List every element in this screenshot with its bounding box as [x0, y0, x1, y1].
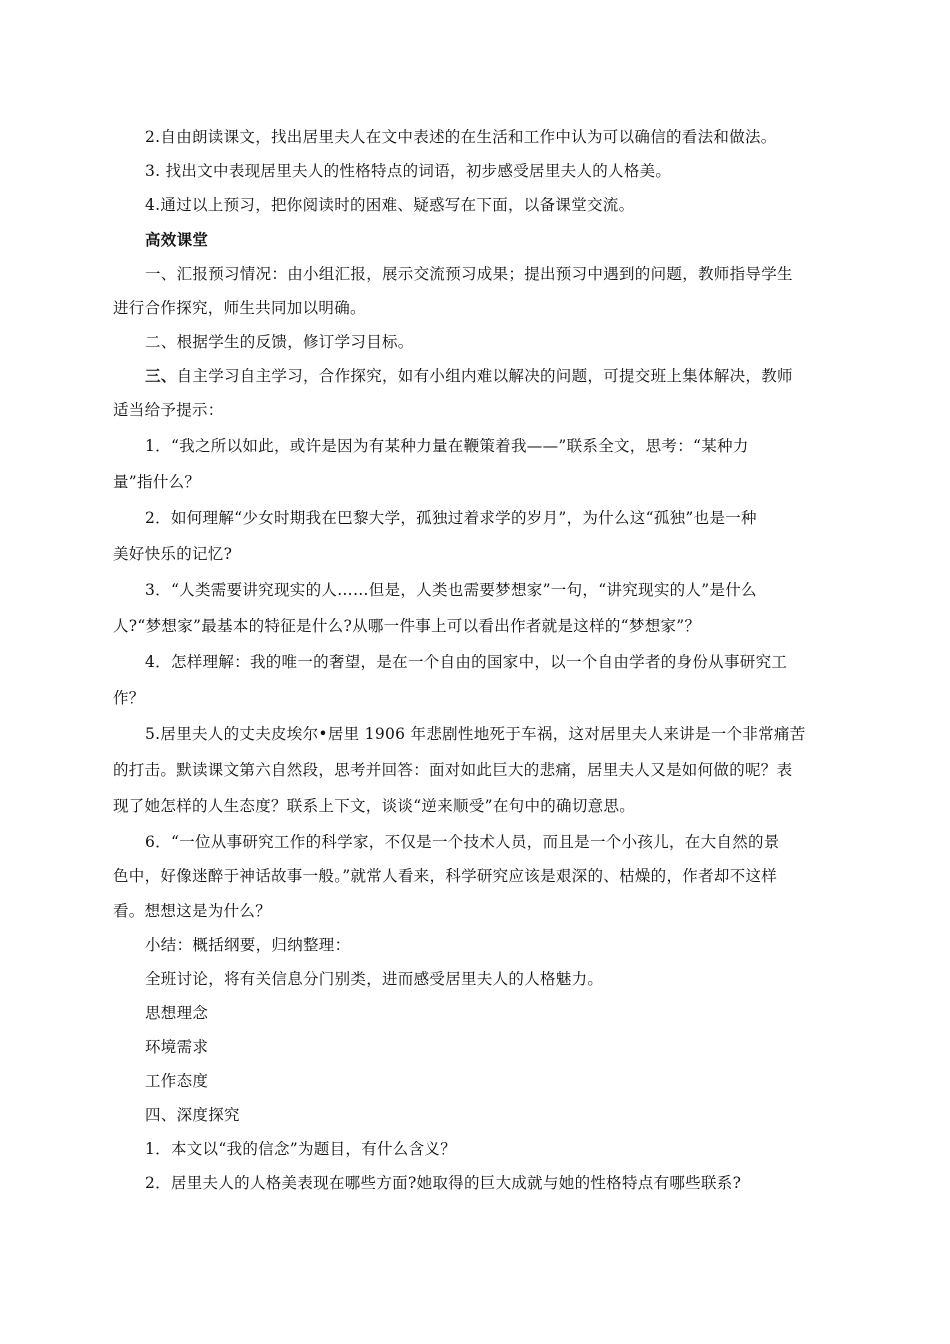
question-2-line-2: 美好快乐的记忆?	[113, 545, 233, 563]
summary: 小结：概括纲要，归纳整理：	[145, 936, 351, 954]
step2: 二、根据学生的反馈，修订学习目标。	[145, 333, 414, 351]
step3-label: 三、	[145, 366, 177, 385]
step3-line-1	[145, 366, 793, 386]
deep-question-2: 2．居里夫人的人格美表现在哪些方面?她取得的巨大成就与她的性格特点有哪些联系?	[145, 1174, 742, 1192]
preview-item-2: 2.自由朗读课文，找出居里夫人在文中表述的在生活和工作中认为可以确信的看法和做法。	[145, 128, 777, 146]
section-title: 高效课堂	[145, 230, 209, 249]
step1-line-1: 一、汇报预习情况：由小组汇报，展示交流预习成果；提出预习中遇到的问题，教师指导学生	[145, 265, 793, 283]
category-item: 思想理念	[145, 1004, 209, 1022]
question-2-line-1: 2．如何理解“少女时期我在巴黎大学，孤独过着求学的岁月”，为什么这“孤独”也是一种	[145, 509, 757, 527]
step1-line-2: 进行合作探究，师生共同加以明确。	[113, 299, 366, 317]
category-item: 环境需求	[145, 1038, 209, 1056]
question-1-line-1: 1．“我之所以如此，或许是因为有某种力量在鞭策着我——”联系全文，思考：“某种力	[145, 437, 749, 455]
question-6-line-2: 色中，好像迷醉于神话故事一般。”就常人看来，科学研究应该是艰深的、枯燥的，作者却不这样	[113, 867, 778, 885]
step3-line-2: 适当给予提示：	[113, 401, 224, 419]
preview-item-4: 4.通过以上预习，把你阅读时的困难、疑惑写在下面，以备课堂交流。	[145, 196, 635, 214]
question-5-line-1: 5.居里夫人的丈夫皮埃尔•居里 1906 年悲剧性地死于车祸，这对居里夫人来讲是一个非常痛苦	[145, 725, 806, 743]
question-5-line-2: 的打击。默读课文第六自然段，思考并回答：面对如此巨大的悲痛，居里夫人又是如何做的呢？表	[113, 761, 793, 779]
category-item: 工作态度	[145, 1072, 209, 1090]
discussion: 全班讨论，将有关信息分门别类，进而感受居里夫人的人格魅力。	[145, 970, 604, 988]
question-5-line-3: 现了她怎样的人生态度？联系上下文，谈谈“逆来顺受”在句中的确切意思。	[113, 797, 636, 815]
question-3-line-2: 人?“梦想家”最基本的特征是什么?从哪一件事上可以看出作者就是这样的“梦想家”？	[113, 617, 701, 635]
question-1-line-2: 量”指什么？	[113, 473, 201, 491]
question-3-line-1: 3．“人类需要讲究现实的人……但是，人类也需要梦想家”一句，“讲究现实的人”是什么	[145, 581, 757, 599]
preview-item-3: 3. 找出文中表现居里夫人的性格特点的词语，初步感受居里夫人的人格美。	[145, 162, 672, 180]
step3-text: 自主学习自主学习，合作探究，如有小组内难以解决的问题，可提交班上集体解决，教师	[176, 367, 793, 385]
question-4-line-1: 4．怎样理解：我的唯一的奢望，是在一个自由的国家中，以一个自由学者的身份从事研究工	[145, 653, 788, 671]
question-4-line-2: 作？	[113, 689, 145, 707]
deep-question-1: 1．本文以“我的信念”为题目，有什么含义？	[145, 1140, 457, 1158]
step4: 四、深度探究	[145, 1106, 240, 1124]
question-6-line-1: 6．“一位从事研究工作的科学家，不仅是一个技术人员，而且是一个小孩儿，在大自然的景	[145, 833, 780, 851]
question-6-line-3: 看。想想这是为什么？	[113, 902, 272, 920]
